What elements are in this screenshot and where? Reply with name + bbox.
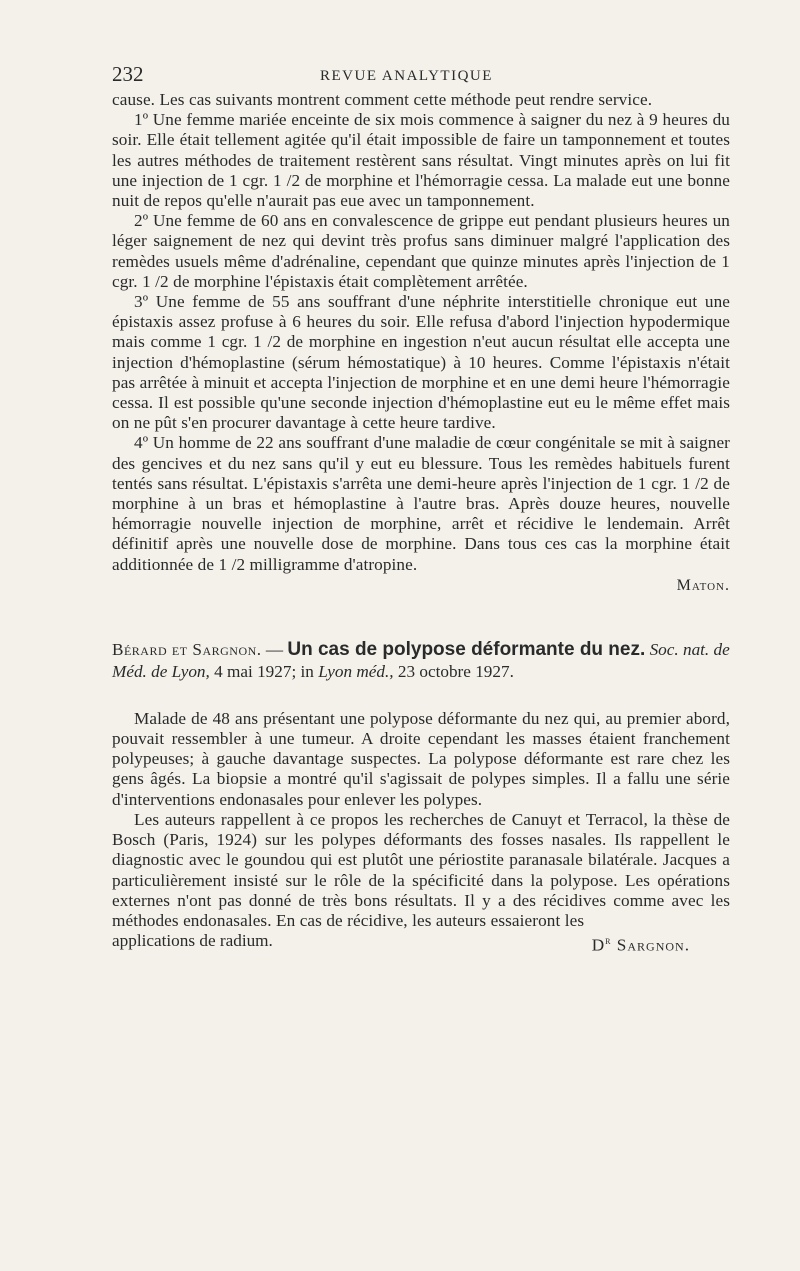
signature	[592, 931, 730, 956]
paragraph: Malade de 48 ans présentant une polypose déformante du nez qui, au premier abord, pouvait ressembler à une tumeur. A droite cependant les masses étaient franchement polypeuses; à gauche davantage suspectes. La polypose déformante est rare chez les gens âgés. La biopsie a montré qu'il s'agissait de polypes simples. Il a fallu une série d'interventions endonasales pour enlever les polypes.	[112, 708, 730, 809]
final-text: applications de radium.	[112, 931, 273, 951]
paragraph: 3º Une femme de 55 ans souffrant d'une néphrite interstitielle chronique eut une épistaxis assez profuse à 6 heures du soir. Elle refusa d'abord l'injection hypodermique mais comme 1 cgr. 1 /2 de morphine en ingestion n'eut aucun résultat elle accepta une injection d'hémoplastine (sérum hémostatique) à 10 heures. Comme l'épistaxis n'était pas arrêtée à minuit et accepta l'injection de morphine et en une demi heure l'hémorragie cessa. Il est possible qu'une seconde injection d'hémoplastine eut eu le même effet mais on ne pût s'en procurer davantage à cette heure tardive.	[112, 292, 730, 433]
citation-date-2: 23 octobre 1927.	[393, 661, 514, 681]
journal-title: REVUE ANALYTIQUE	[320, 68, 493, 84]
article-title: Un cas de polypose déformante du nez.	[287, 638, 646, 660]
signature-sup: r	[605, 935, 612, 948]
signature: Maton.	[676, 576, 730, 594]
signature-name: Sargnon.	[616, 935, 690, 955]
paragraph: 2º Une femme de 60 ans en convalescence de grippe eut pendant plusieurs heures un léger saignement de nez qui devint très profus sans diminuer malgré l'application des remèdes usuels même d'adrénaline, cependant que quinze minutes après l'injection de 1 cgr. 1 /2 de morphine l'épistaxis était complètement arrêtée.	[112, 211, 730, 291]
review-maton	[112, 90, 730, 595]
paragraph: 4º Un homme de 22 ans souffrant d'une maladie de cœur congénitale se mit à saigner des gencives et du nez sans qu'il y eut eu blessure. Tous les remèdes habituels furent tentés sans résultat. L'épistaxis s'arrêta une demi-heure après l'injection de 1 cgr. 1 /2 de morphine à un bras et hémoplastine à l'autre bras. Après douze heures, nouvelle hémorragie nouvelle injection de morphine, arrêt et récidive le lendemain. Arrêt définitif après une nouvelle dose de morphine. Dans tous ces cas la morphine était additionnée de 1 /2 milligramme d'atropine.	[112, 433, 730, 574]
paragraph: Les auteurs rappellent à ce propos les recherches de Canuyt et Terracol, la thèse de Bosch (Paris, 1924) sur les polypes déformants des fosses nasales. Ils rappellent le diagnostic avec le goundou qui est plutôt une périostite paranasale bilatérale. Jacques a particulièrement insisté sur le rôle de la spécificité dans la polypose. Les opérations externes n'ont pas donné de très bons résultats. Il y a des récidives comme avec les méthodes endonasales. En cas de récidive, les auteurs essaieront les	[112, 809, 730, 930]
paragraph: cause. Les cas suivants montrent comment cette méthode peut rendre service.	[112, 90, 653, 109]
final-line	[112, 931, 730, 956]
review-sargnon	[112, 709, 730, 956]
paragraph: 1º Une femme mariée enceinte de six mois commence à saigner du nez à 9 heures du soir. Elle était tellement agitée qu'il était impossible de faire un tamponnement et toutes les autres méthodes de traitement restèrent sans résultat. Vingt minutes après on lui fit une injection de 1 cgr. 1 /2 de morphine et l'hémorragie cessa. La malade eut une bonne nuit de repos qu'elle n'aurait pas eue avec un tamponnement.	[112, 110, 730, 211]
page-number: 232	[112, 62, 144, 86]
journal-name-2: Lyon méd.,	[318, 661, 394, 681]
citation-date: 4 mai 1927; in	[209, 661, 319, 681]
journal-name: Soc. nat. de Méd. de Lyon,	[112, 639, 730, 681]
running-head	[112, 60, 730, 90]
authors: Bérard et Sargnon.	[112, 639, 262, 659]
article-heading	[112, 639, 730, 683]
signature-prefix: D	[591, 935, 606, 955]
dash: —	[261, 639, 288, 659]
